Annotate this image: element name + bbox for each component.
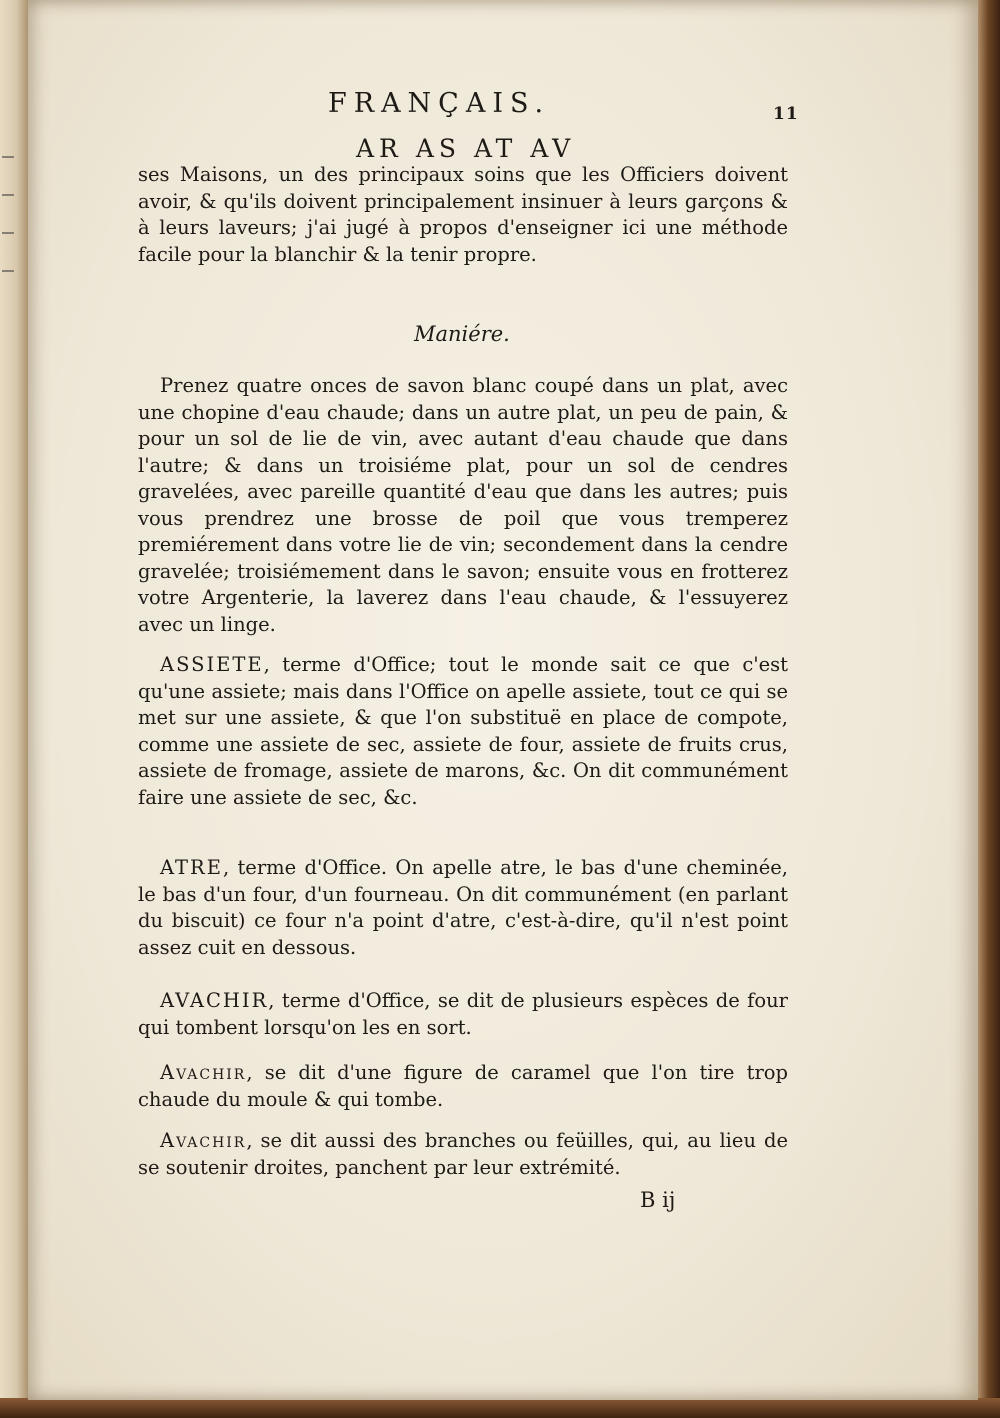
continuation-paragraph: ses Maisons, un des principaux soins que les Officiers doivent avoir, & qu'ils doivent principalement insinuer à leurs garçons & à leurs laveurs; j'ai jugé à propos d'enseigner ici une méthode facile pour la blanchir & la tenir propre. xyxy=(138,163,788,266)
entry-body-avachir-3: , se dit aussi des branches ou feüilles, qui, au lieu de se soutenir droites, panchent par leur extrémité. xyxy=(138,1129,788,1179)
section-heading-maniere: Maniére. xyxy=(414,322,510,346)
entry-head-avachir-3: Avachir xyxy=(160,1129,247,1152)
entry-head-atre: ATRE xyxy=(160,856,223,879)
entry-atre xyxy=(138,855,788,961)
book-spine-left-page-edge xyxy=(0,0,30,1418)
entry-avachir xyxy=(138,988,788,1041)
entry-body-assiete: , terme d'Office; tout le monde sait ce que c'est qu'une assiete; mais dans l'Office on apelle assiete, tout ce qui se met sur une assiete, & que l'on substituë en place de compote, comme une assiete de sec, assiete de four, assiete de fruits crus, assiete de fromage, assiete de marons, &c. On dit communément faire une assiete de sec, &c. xyxy=(138,653,788,809)
running-head: FRANÇAIS. xyxy=(328,88,551,119)
entry-body-avachir-2: , se dit d'une figure de caramel que l'on tire trop chaude du moule & qui tombe. xyxy=(138,1061,788,1111)
entry-head-avachir-2: Avachir xyxy=(160,1061,247,1084)
entry-avachir-2 xyxy=(138,1060,788,1113)
maniere-paragraph: Prenez quatre onces de savon blanc coupé dans un plat, avec une chopine d'eau chaude; dans un autre plat, un peu de pain, & pour un sol de lie de vin, avec autant d'eau chaude que dans l'autre; & dans un troisiéme plat, pour un sol de cendres gravelées, avec pareille quantité d'eau que dans les autres; puis vous prendrez une brosse de poil que vous tremperez premiérement dans votre lie de vin; secondement dans la cendre gravelée; troisiémement dans le savon; ensuite vous en frotterez votre Argenterie, la laverez dans l'eau chaude, & l'essuyerez avec un linge. xyxy=(138,374,788,636)
book-page xyxy=(28,0,978,1400)
entry-avachir-3 xyxy=(138,1128,788,1181)
entry-body-avachir: , terme d'Office, se dit de plusieurs espèces de four qui tombent lorsqu'on les en sort. xyxy=(138,989,788,1039)
book-bottom-edge xyxy=(0,1398,1000,1418)
guide-words: AR AS AT AV xyxy=(356,134,576,163)
signature-mark: B ij xyxy=(640,1188,676,1212)
book-fore-edge xyxy=(978,0,1000,1418)
entry-head-assiete: ASSIETE xyxy=(160,653,264,676)
entry-assiete xyxy=(138,652,788,811)
entry-head-avachir: AVACHIR xyxy=(160,989,269,1012)
page-number: 11 xyxy=(773,104,799,124)
spine-marks xyxy=(0,120,20,272)
entry-body-atre: , terme d'Office. On apelle atre, le bas d'une cheminée, le bas d'un four, d'un fourneau. On dit communément (en parlant du biscuit) ce four n'a point d'atre, c'est-à-dire, qu'il n'est point assez cuit en dessous. xyxy=(138,856,788,959)
